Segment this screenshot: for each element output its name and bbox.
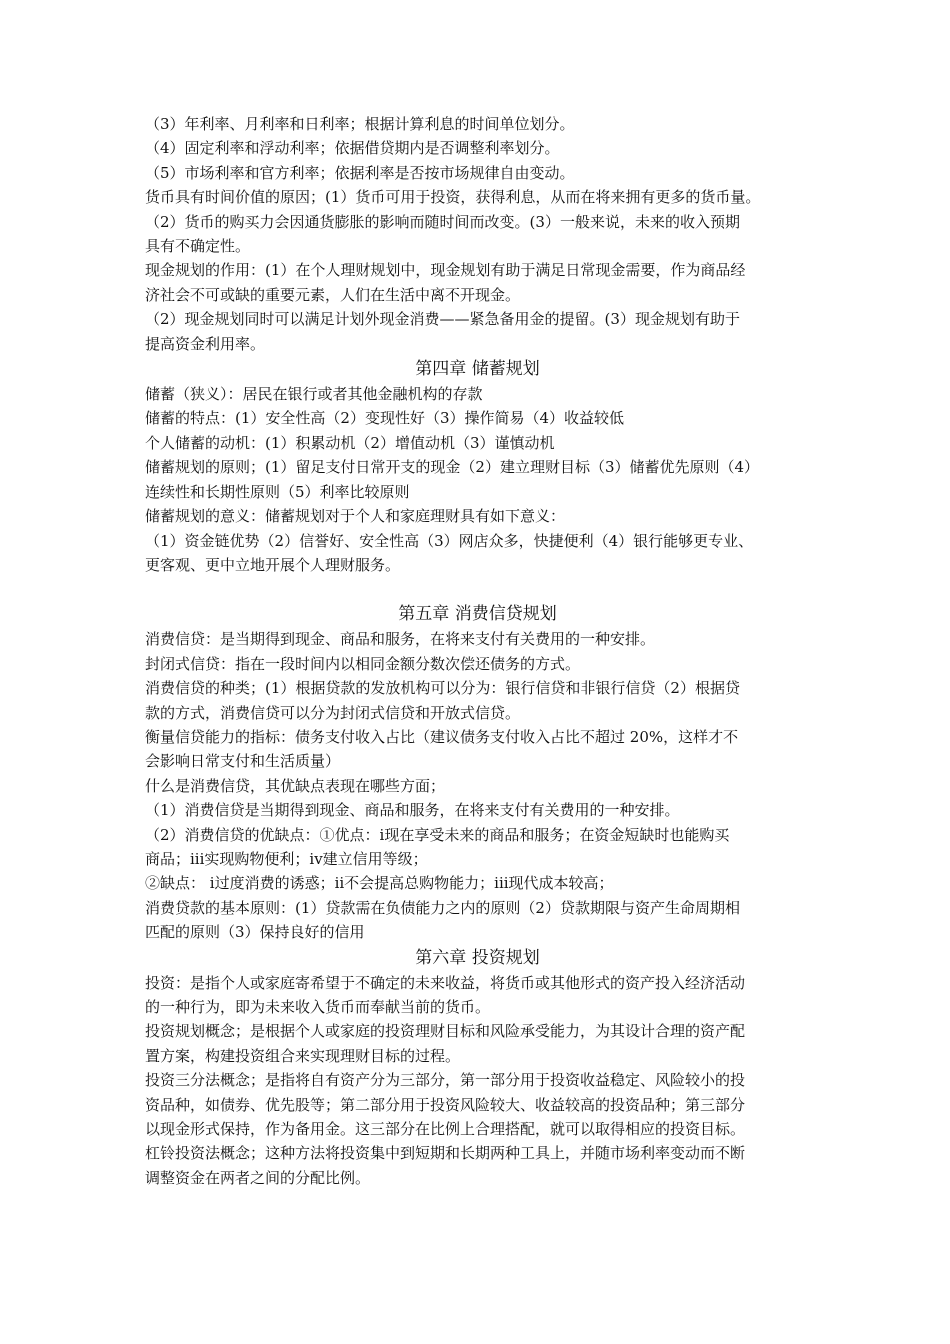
- text-line: 款的方式，消费信贷可以分为封闭式信贷和开放式信贷。: [145, 703, 521, 722]
- text-line: 匹配的原则（3）保持良好的信用: [145, 923, 365, 942]
- chapter-6-title: 第六章 投资规划: [415, 947, 540, 968]
- text-line: 置方案，构建投资组合来实现理财目标的过程。: [145, 1046, 461, 1065]
- text-line: （1）消费信贷是当期得到现金、商品和服务，在将来支付有关费用的一种安排。: [145, 801, 680, 820]
- text-line: 更客观、更中立地开展个人理财服务。: [145, 555, 401, 574]
- text-line: 济社会不可或缺的重要元素，人们在生活中离不开现金。: [145, 285, 521, 304]
- text-line: （2）消费信贷的优缺点：①优点：ⅰ现在享受未来的商品和服务；在资金短缺时也能购买: [145, 825, 730, 844]
- document-page: [145, 112, 810, 1190]
- text-line: 提高资金利用率。: [145, 334, 266, 353]
- text-line: （4）固定利率和浮动利率；依据借贷期内是否调整利率划分。: [145, 139, 560, 158]
- text-line: 个人储蓄的动机：(1）积累动机（2）增值动机（3）谨慎动机: [145, 433, 555, 452]
- section-spacer: [145, 577, 810, 601]
- text-line: （2）现金规划同时可以满足计划外现金消费——紧急备用金的提留。(3）现金规划有助于: [145, 310, 740, 329]
- text-line: 消费信贷的种类；(1）根据贷款的发放机构可以分为：银行信贷和非银行信贷（2）根据贷: [145, 679, 740, 698]
- text-line: 杠铃投资法概念；这种方法将投资集中到短期和长期两种工具上，并随市场利率变动而不断: [145, 1144, 746, 1163]
- text-line: 的一种行为，即为未来收入货币而奉献当前的货币。: [145, 998, 491, 1016]
- text-line: 储蓄（狭义）：居民在银行或者其他金融机构的存款: [145, 385, 483, 404]
- text-line: 会影响日常支付和生活质量）: [145, 752, 341, 771]
- text-line: 储蓄规划的原则；(1）留足支付日常开支的现金（2）建立理财目标（3）储蓄优先原则（4）: [145, 458, 760, 477]
- chapter-4-section: [145, 356, 810, 577]
- text-line: 消费贷款的基本原则：(1）贷款需在负债能力之内的原则（2）贷款期限与资产生命周期相: [145, 898, 740, 917]
- text-line: 现金规划的作用：(1）在个人理财规划中，现金规划有助于满足日常现金需要，作为商品经: [145, 261, 746, 280]
- text-line: （1）资金链优势（2）信誉好、安全性高（3）网店众多，快捷便利（4）银行能够更专业、: [145, 531, 754, 550]
- text-line: 具有不确定性。: [145, 237, 251, 256]
- text-line: 封闭式信贷：指在一段时间内以相同金额分数次偿还债务的方式。: [145, 654, 581, 673]
- text-line: 资品种，如债券、优先股等；第二部分用于投资风险较大、收益较高的投资品种；第三部分: [145, 1095, 746, 1114]
- text-line: ②缺点： ⅰ过度消费的诱惑；ⅱ不会提高总购物能力；iii现代成本较高；: [145, 874, 614, 893]
- text-line: 投资三分法概念；是指将自有资产分为三部分，第一部分用于投资收益稳定、风险较小的投: [145, 1071, 746, 1090]
- chapter-5-section: [145, 601, 810, 944]
- chapter-4-title: 第四章 储蓄规划: [415, 359, 540, 380]
- text-line: 连续性和长期性原则（5）利率比较原则: [145, 482, 410, 501]
- text-line: （2）货币的购买力会因通货膨胀的影响而随时间而改变。(3）一般来说，未来的收入预期: [145, 212, 740, 231]
- chapter-5-title: 第五章 消费信贷规划: [398, 604, 557, 625]
- text-line: 货币具有时间价值的原因；(1）货币可用于投资，获得利息，从而在将来拥有更多的货币量。: [145, 188, 761, 207]
- text-line: （5）市场利率和官方利率；依据利率是否按市场规律自由变动。: [145, 163, 575, 182]
- intro-section: [145, 112, 810, 356]
- text-line: 消费信贷：是当期得到现金、商品和服务，在将来支付有关费用的一种安排。: [145, 630, 656, 649]
- text-line: （3）年利率、月利率和日利率；根据计算利息的时间单位划分。: [145, 115, 575, 133]
- text-line: 商品；iii实现购物便利；iv建立信用等级；: [145, 849, 428, 868]
- text-line: 储蓄的特点：(1）安全性高（2）变现性好（3）操作简易（4）收益较低: [145, 409, 625, 428]
- text-line: 调整资金在两者之间的分配比例。: [145, 1168, 371, 1187]
- text-line: 以现金形式保持，作为备用金。这三部分在比例上合理搭配，就可以取得相应的投资目标。: [145, 1120, 746, 1139]
- text-line: 投资：是指个人或家庭寄希望于不确定的未来收益，将货币或其他形式的资产投入经济活动: [145, 973, 746, 992]
- text-line: 衡量信贷能力的指标：债务支付收入占比（建议债务支付收入占比不超过 20%，这样才不: [145, 727, 739, 746]
- chapter-6-section: [145, 945, 810, 1191]
- text-line: 什么是消费信贷，其优缺点表现在哪些方面；: [145, 776, 446, 795]
- text-line: 储蓄规划的意义：储蓄规划对于个人和家庭理财具有如下意义：: [145, 507, 566, 526]
- text-line: 投资规划概念；是根据个人或家庭的投资理财目标和风险承受能力，为其设计合理的资产配: [145, 1022, 746, 1041]
